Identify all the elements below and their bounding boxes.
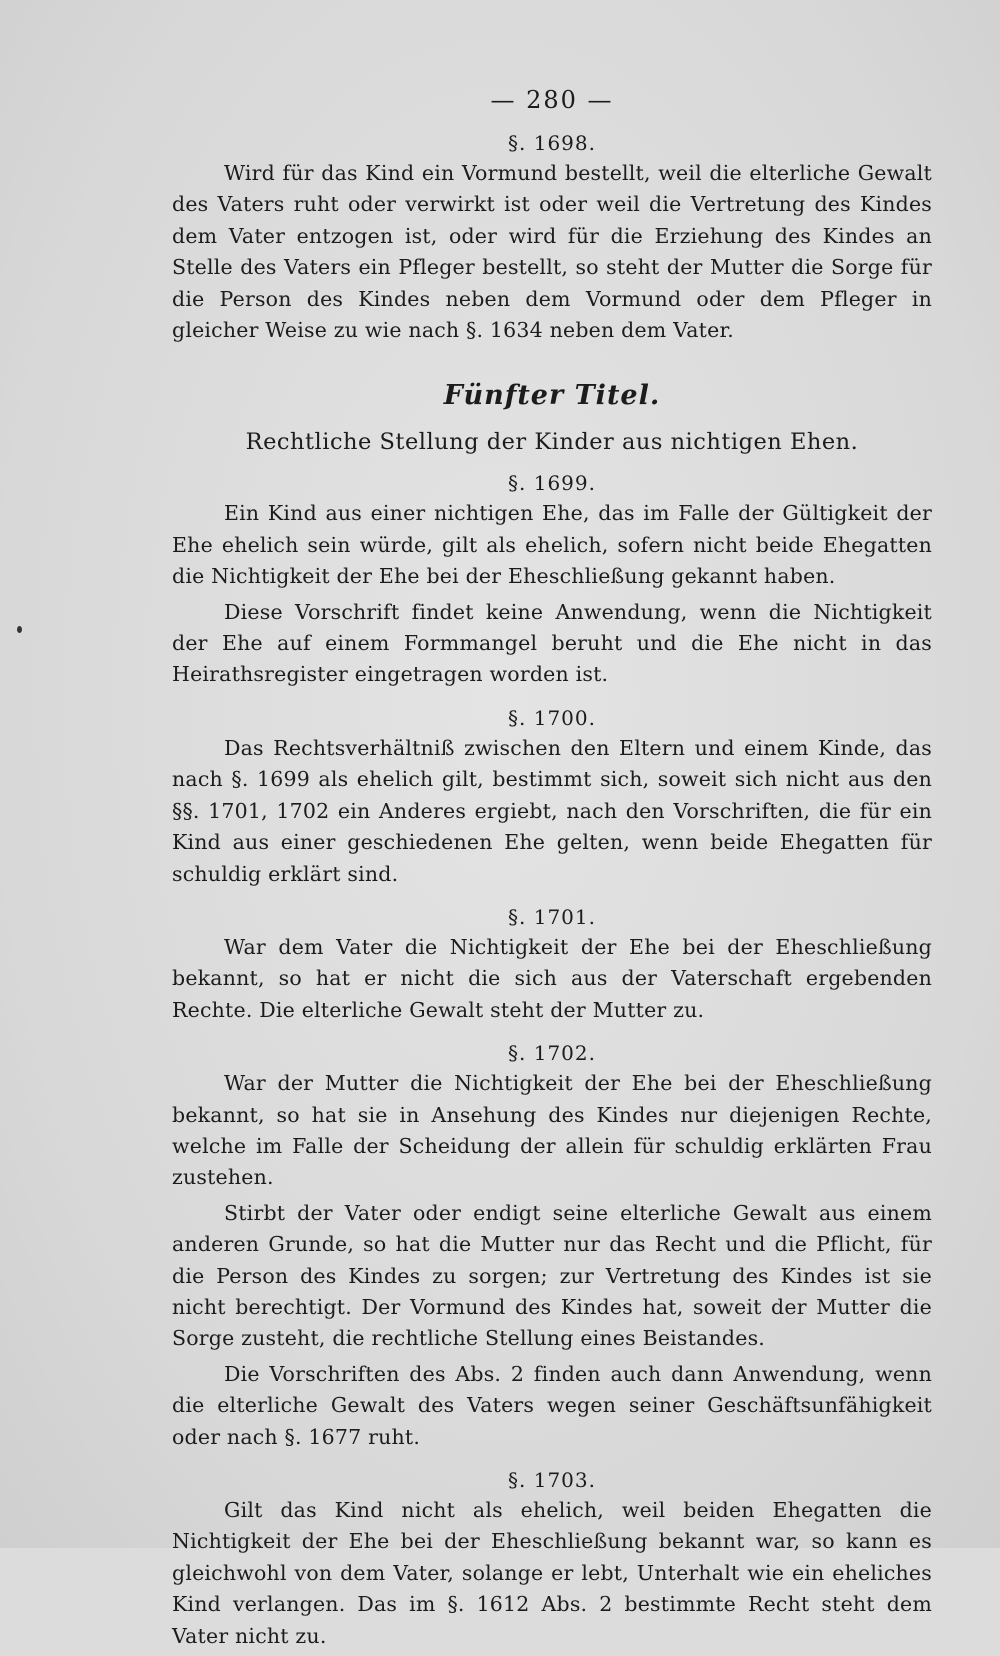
section-heading-1702: §. 1702. xyxy=(508,1041,596,1066)
paragraph-1702-2: Stirbt der Vater oder endigt seine elterliche Gewalt aus einem anderen Grunde, so hat die Mutter nur das Recht und die Pflicht, für die Person des Kindes zu sorgen; zur Vertretung des Kindes ist sie nicht berechtigt. Der Vormund des Kindes hat, soweit der Mutter die Sorge zusteht, die rechtliche Stellung eines Beistandes. xyxy=(172,1200,932,1351)
section-heading-1699: §. 1699. xyxy=(508,471,596,496)
paragraph-1700-1: Das Rechtsverhältniß zwischen den Eltern und einem Kinde, das nach §. 1699 als ehelich gilt, bestimmt sich, soweit sich nicht aus den §§. 1701, 1702 ein Anderes ergiebt, nach den Vorschriften, die für ein Kind aus einer geschiedenen Ehe gelten, wenn beide Ehegatten für schuldig erklärt sind. xyxy=(172,735,932,886)
paragraph-1698-1: Wird für das Kind ein Vormund bestellt, weil die elterliche Gewalt des Vaters ruht oder verwirkt ist oder weil die Vertretung des Kindes dem Vater entzogen ist, oder wird für die Erziehung des Kindes an Stelle des Vaters ein Pfleger bestellt, so steht der Mutter die Sorge für die Person des Kindes neben dem Vormund oder dem Pfleger in gleicher Weise zu wie nach §. 1634 neben dem Vater. xyxy=(172,161,932,343)
page-number: — 280 — xyxy=(490,86,614,114)
paragraph-1702-3: Die Vorschriften des Abs. 2 finden auch dann Anwendung, wenn die elterliche Gewalt des Vaters wegen seiner Geschäftsunfähigkeit oder nach §. 1677 ruht. xyxy=(172,1361,932,1449)
section-heading-1703: §. 1703. xyxy=(508,1468,596,1492)
page-content xyxy=(172,84,932,1656)
section-heading-1700: §. 1700. xyxy=(508,705,596,730)
section-heading-1698: §. 1698. xyxy=(508,131,596,155)
paragraph-1703-1: Gilt das Kind nicht als ehelich, weil beiden Ehegatten die Nichtigkeit der Ehe bei der Eheschließung bekannt war, so kann es gleichwohl von dem Vater, solange er lebt, Unterhalt wie ein eheliches Kind verlangen. Das im §. 1612 Abs. 2 bestimmte Recht steht dem Vater nicht zu. xyxy=(172,1498,932,1648)
paragraph-1699-1: Ein Kind aus einer nichtigen Ehe, das im Falle der Gültigkeit der Ehe ehelich sein würde, gilt als ehelich, sofern nicht beide Ehegatten die Nichtigkeit der Ehe bei der Eheschließung gekannt haben. xyxy=(172,501,932,589)
section-heading-1701: §. 1701. xyxy=(508,904,596,929)
title-subheading: Rechtliche Stellung der Kinder aus nichtigen Ehen. xyxy=(245,429,859,456)
paragraph-1702-1: War der Mutter die Nichtigkeit der Ehe bei der Eheschließung bekannt, so hat sie in Ansehung des Kindes nur diejenigen Rechte, welche im Falle der Scheidung der allein für schuldig erklärten Frau zustehen. xyxy=(172,1071,932,1190)
title-heading: Fünfter Titel. xyxy=(443,380,661,412)
margin-ink-dot xyxy=(17,626,22,633)
paragraph-1701-1: War dem Vater die Nichtigkeit der Ehe bei der Eheschließung bekannt, so hat er nicht die sich aus der Vaterschaft ergebenden Rechte. Die elterliche Gewalt steht der Mutter zu. xyxy=(172,934,932,1022)
paragraph-1699-2: Diese Vorschrift findet keine Anwendung, wenn die Nichtigkeit der Ehe auf einem Formmangel beruht und die Ehe nicht in das Heirathsregister eingetragen worden ist. xyxy=(172,599,932,687)
